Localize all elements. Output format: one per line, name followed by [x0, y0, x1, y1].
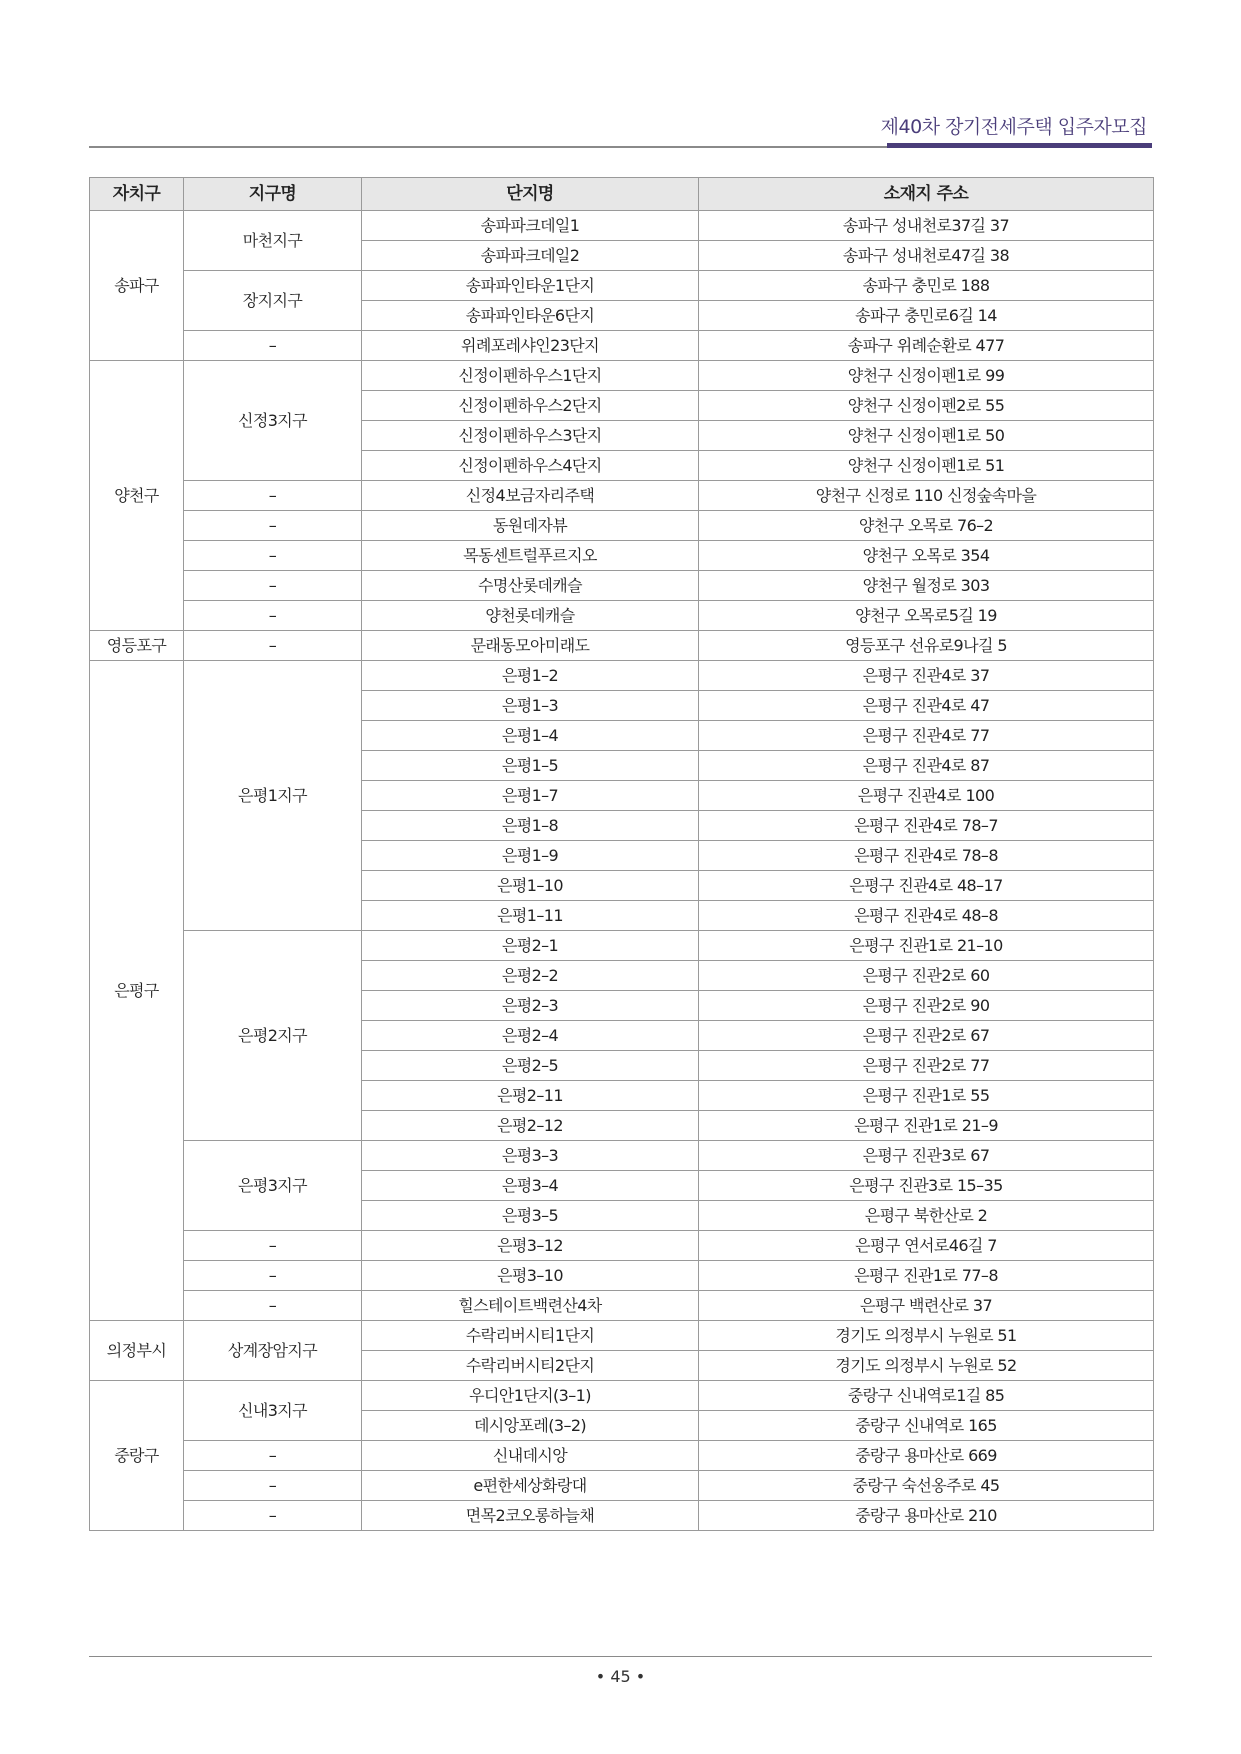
- complex-cell: 은평2–4: [362, 1021, 699, 1051]
- address-cell: 은평구 진관4로 87: [699, 751, 1154, 781]
- table-row: [90, 1441, 1154, 1471]
- address-cell: 송파구 성내천로37길 37: [699, 211, 1154, 241]
- address-cell: 은평구 북한산로 2: [699, 1201, 1154, 1231]
- address-cell: 송파구 충민로6길 14: [699, 301, 1154, 331]
- table-row: [90, 481, 1154, 511]
- address-cell: 은평구 진관1로 77–8: [699, 1261, 1154, 1291]
- address-cell: 은평구 진관2로 60: [699, 961, 1154, 991]
- table-row: [90, 571, 1154, 601]
- address-cell: 중랑구 용마산로 210: [699, 1501, 1154, 1531]
- address-cell: 양천구 신정로 110 신정숲속마을: [699, 481, 1154, 511]
- page-number: • 45 •: [595, 1667, 646, 1686]
- address-cell: 은평구 진관4로 48–8: [699, 901, 1154, 931]
- address-cell: 은평구 진관2로 67: [699, 1021, 1154, 1051]
- zone-cell: –: [184, 481, 362, 511]
- complex-cell: 신정이펜하우스2단지: [362, 391, 699, 421]
- address-cell: 양천구 오목로 354: [699, 541, 1154, 571]
- address-cell: 송파구 성내천로47길 38: [699, 241, 1154, 271]
- address-cell: 양천구 신정이펜1로 51: [699, 451, 1154, 481]
- complex-cell: 우디안1단지(3–1): [362, 1381, 699, 1411]
- address-cell: 양천구 신정이펜1로 50: [699, 421, 1154, 451]
- address-cell: 은평구 연서로46길 7: [699, 1231, 1154, 1261]
- complex-cell: 신정이펜하우스4단지: [362, 451, 699, 481]
- document-title: 제40차 장기전세주택 입주자모집: [880, 116, 1147, 138]
- address-cell: 은평구 진관4로 37: [699, 661, 1154, 691]
- address-cell: 은평구 진관4로 47: [699, 691, 1154, 721]
- table-row: [90, 1141, 1154, 1171]
- table-row: [90, 1471, 1154, 1501]
- address-cell: 은평구 진관3로 15–35: [699, 1171, 1154, 1201]
- address-cell: 경기도 의정부시 누원로 51: [699, 1321, 1154, 1351]
- address-cell: 양천구 오목로 76–2: [699, 511, 1154, 541]
- complex-cell: 은평2–1: [362, 931, 699, 961]
- address-cell: 은평구 진관1로 21–10: [699, 931, 1154, 961]
- zone-cell: 은평1지구: [184, 661, 362, 931]
- complex-cell: 은평2–2: [362, 961, 699, 991]
- address-cell: 은평구 진관2로 90: [699, 991, 1154, 1021]
- address-cell: 양천구 월정로 303: [699, 571, 1154, 601]
- zone-cell: –: [184, 1261, 362, 1291]
- zone-cell: –: [184, 331, 362, 361]
- table-row: [90, 541, 1154, 571]
- zone-cell: –: [184, 1501, 362, 1531]
- address-cell: 양천구 오목로5길 19: [699, 601, 1154, 631]
- table-row: [90, 931, 1154, 961]
- complex-cell: 문래동모아미래도: [362, 631, 699, 661]
- address-cell: 은평구 진관1로 55: [699, 1081, 1154, 1111]
- complex-cell: 은평1–9: [362, 841, 699, 871]
- address-cell: 은평구 진관3로 67: [699, 1141, 1154, 1171]
- housing-complex-table-container: [89, 177, 1153, 1531]
- complex-cell: 동원데자뷰: [362, 511, 699, 541]
- complex-cell: 은평2–5: [362, 1051, 699, 1081]
- complex-cell: 은평1–11: [362, 901, 699, 931]
- address-cell: 중랑구 숙선옹주로 45: [699, 1471, 1154, 1501]
- table-row: [90, 1321, 1154, 1351]
- zone-cell: 은평2지구: [184, 931, 362, 1141]
- complex-cell: 신정4보금자리주택: [362, 481, 699, 511]
- address-cell: 은평구 진관1로 21–9: [699, 1111, 1154, 1141]
- complex-cell: 은평1–7: [362, 781, 699, 811]
- address-cell: 양천구 신정이펜2로 55: [699, 391, 1154, 421]
- header-accent-bar: [887, 143, 1152, 148]
- header-complex: 단지명: [362, 178, 699, 211]
- complex-cell: 양천롯데캐슬: [362, 601, 699, 631]
- district-cell: 송파구: [90, 211, 184, 361]
- complex-cell: 은평2–11: [362, 1081, 699, 1111]
- complex-cell: e편한세상화랑대: [362, 1471, 699, 1501]
- zone-cell: –: [184, 631, 362, 661]
- complex-cell: 수락리버시티2단지: [362, 1351, 699, 1381]
- housing-complex-table: [89, 177, 1154, 1531]
- table-header-row: [90, 178, 1154, 211]
- complex-cell: 목동센트럴푸르지오: [362, 541, 699, 571]
- complex-cell: 은평1–3: [362, 691, 699, 721]
- complex-cell: 은평3–4: [362, 1171, 699, 1201]
- table-row: [90, 331, 1154, 361]
- complex-cell: 은평3–3: [362, 1141, 699, 1171]
- complex-cell: 은평1–2: [362, 661, 699, 691]
- zone-cell: –: [184, 1231, 362, 1261]
- zone-cell: 마천지구: [184, 211, 362, 271]
- table-body: [90, 211, 1154, 1531]
- complex-cell: 은평1–4: [362, 721, 699, 751]
- zone-cell: 신내3지구: [184, 1381, 362, 1441]
- district-cell: 의정부시: [90, 1321, 184, 1381]
- address-cell: 은평구 진관4로 78–8: [699, 841, 1154, 871]
- address-cell: 은평구 진관4로 100: [699, 781, 1154, 811]
- table-row: [90, 361, 1154, 391]
- table-row: [90, 1261, 1154, 1291]
- footer-divider: [89, 1656, 1152, 1657]
- complex-cell: 위례포레샤인23단지: [362, 331, 699, 361]
- zone-cell: –: [184, 511, 362, 541]
- zone-cell: –: [184, 1291, 362, 1321]
- complex-cell: 신정이펜하우스1단지: [362, 361, 699, 391]
- address-cell: 중랑구 신내역로1길 85: [699, 1381, 1154, 1411]
- table-row: [90, 661, 1154, 691]
- address-cell: 양천구 신정이펜1로 99: [699, 361, 1154, 391]
- complex-cell: 은평1–8: [362, 811, 699, 841]
- address-cell: 은평구 백련산로 37: [699, 1291, 1154, 1321]
- complex-cell: 은평2–3: [362, 991, 699, 1021]
- address-cell: 송파구 충민로 188: [699, 271, 1154, 301]
- table-row: [90, 1381, 1154, 1411]
- complex-cell: 은평3–12: [362, 1231, 699, 1261]
- zone-cell: 신정3지구: [184, 361, 362, 481]
- table-row: [90, 1501, 1154, 1531]
- district-cell: 중랑구: [90, 1381, 184, 1531]
- address-cell: 중랑구 신내역로 165: [699, 1411, 1154, 1441]
- district-cell: 영등포구: [90, 631, 184, 661]
- address-cell: 은평구 진관4로 48–17: [699, 871, 1154, 901]
- complex-cell: 면목2코오롱하늘채: [362, 1501, 699, 1531]
- complex-cell: 송파파인타운6단지: [362, 301, 699, 331]
- complex-cell: 은평3–10: [362, 1261, 699, 1291]
- complex-cell: 신내데시앙: [362, 1441, 699, 1471]
- table-row: [90, 1231, 1154, 1261]
- complex-cell: 수락리버시티1단지: [362, 1321, 699, 1351]
- address-cell: 은평구 진관4로 77: [699, 721, 1154, 751]
- zone-cell: –: [184, 541, 362, 571]
- zone-cell: –: [184, 1471, 362, 1501]
- complex-cell: 송파파인타운1단지: [362, 271, 699, 301]
- table-row: [90, 631, 1154, 661]
- zone-cell: –: [184, 1441, 362, 1471]
- address-cell: 중랑구 용마산로 669: [699, 1441, 1154, 1471]
- zone-cell: –: [184, 571, 362, 601]
- complex-cell: 은평2–12: [362, 1111, 699, 1141]
- table-row: [90, 601, 1154, 631]
- complex-cell: 수명산롯데캐슬: [362, 571, 699, 601]
- table-row: [90, 1291, 1154, 1321]
- table-row: [90, 211, 1154, 241]
- header-address: 소재지 주소: [699, 178, 1154, 211]
- complex-cell: 은평1–5: [362, 751, 699, 781]
- district-cell: 양천구: [90, 361, 184, 631]
- district-cell: 은평구: [90, 661, 184, 1321]
- zone-cell: 은평3지구: [184, 1141, 362, 1231]
- address-cell: 은평구 진관2로 77: [699, 1051, 1154, 1081]
- complex-cell: 은평3–5: [362, 1201, 699, 1231]
- complex-cell: 신정이펜하우스3단지: [362, 421, 699, 451]
- header-district: 자치구: [90, 178, 184, 211]
- header-zone: 지구명: [184, 178, 362, 211]
- table-row: [90, 511, 1154, 541]
- complex-cell: 힐스테이트백련산4차: [362, 1291, 699, 1321]
- complex-cell: 송파파크데일2: [362, 241, 699, 271]
- zone-cell: 장지지구: [184, 271, 362, 331]
- complex-cell: 은평1–10: [362, 871, 699, 901]
- table-row: [90, 271, 1154, 301]
- address-cell: 은평구 진관4로 78–7: [699, 811, 1154, 841]
- address-cell: 송파구 위례순환로 477: [699, 331, 1154, 361]
- address-cell: 경기도 의정부시 누원로 52: [699, 1351, 1154, 1381]
- complex-cell: 송파파크데일1: [362, 211, 699, 241]
- address-cell: 영등포구 선유로9나길 5: [699, 631, 1154, 661]
- complex-cell: 데시앙포레(3–2): [362, 1411, 699, 1441]
- zone-cell: –: [184, 601, 362, 631]
- zone-cell: 상계장암지구: [184, 1321, 362, 1381]
